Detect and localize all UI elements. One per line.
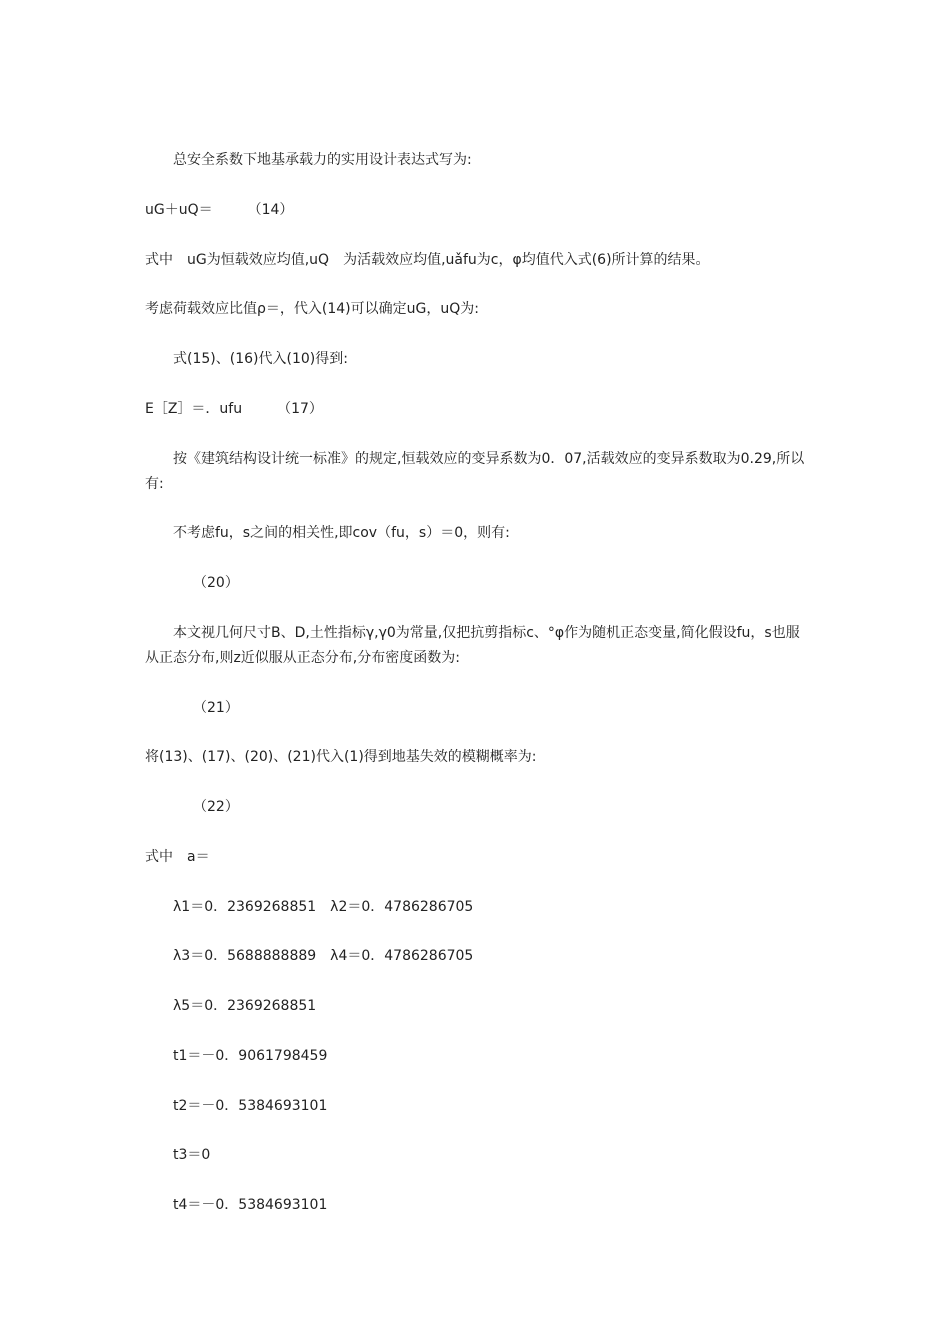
equation-number: （21） — [193, 700, 239, 716]
coefficient-line: t1＝－0．9061798459 — [173, 1048, 328, 1064]
coefficient-line: λ1＝0．2369268851 λ2＝0．4786286705 — [173, 899, 474, 915]
paragraph: 考虑荷载效应比值ρ＝，代入(14)可以确定uG，uQ为: — [145, 301, 479, 317]
coefficient-line: t2＝－0．5384693101 — [173, 1098, 328, 1114]
equation-line: E［Z］＝．ufu （17） — [145, 401, 323, 417]
coefficient-line: λ5＝0．2369268851 — [173, 998, 317, 1014]
coefficient-line: t4＝－0．5384693101 — [173, 1197, 328, 1213]
coefficient-line: t3＝0 — [173, 1147, 211, 1163]
equation-number: （20） — [193, 575, 239, 591]
paragraph: 本文视几何尺寸B、D,土性指标γ,γ0为常量,仅把抗剪指标c、°φ作为随机正态变量,简化假设fu，s也服从正态分布,则z近似服从正态分布,分布密度函数为: — [145, 625, 800, 666]
equation-line: uG＋uQ＝ （14） — [145, 202, 294, 218]
paragraph: 总安全系数下地基承载力的实用设计表达式写为: — [173, 152, 472, 168]
paragraph: 将(13)、(17)、(20)、(21)代入(1)得到地基失效的模糊概率为: — [145, 749, 537, 765]
equation-number: （22） — [193, 799, 239, 815]
paragraph: 式中 uG为恒载效应均值,uQ 为活载效应均值,uǎfu为c，φ均值代入式(6)所计算的结果。 — [145, 252, 710, 268]
paragraph: 不考虑fu，s之间的相关性,即cov（fu，s）＝0，则有: — [173, 525, 510, 541]
paragraph: 按《建筑结构设计统一标准》的规定,恒载效应的变异系数为0．07,活载效应的变异系数取为0.29,所以有: — [145, 451, 805, 492]
paragraph: 式中 a＝ — [145, 849, 210, 865]
coefficient-line: λ3＝0．5688888889 λ4＝0．4786286705 — [173, 948, 474, 964]
paragraph: 式(15)、(16)代入(10)得到: — [173, 351, 348, 367]
